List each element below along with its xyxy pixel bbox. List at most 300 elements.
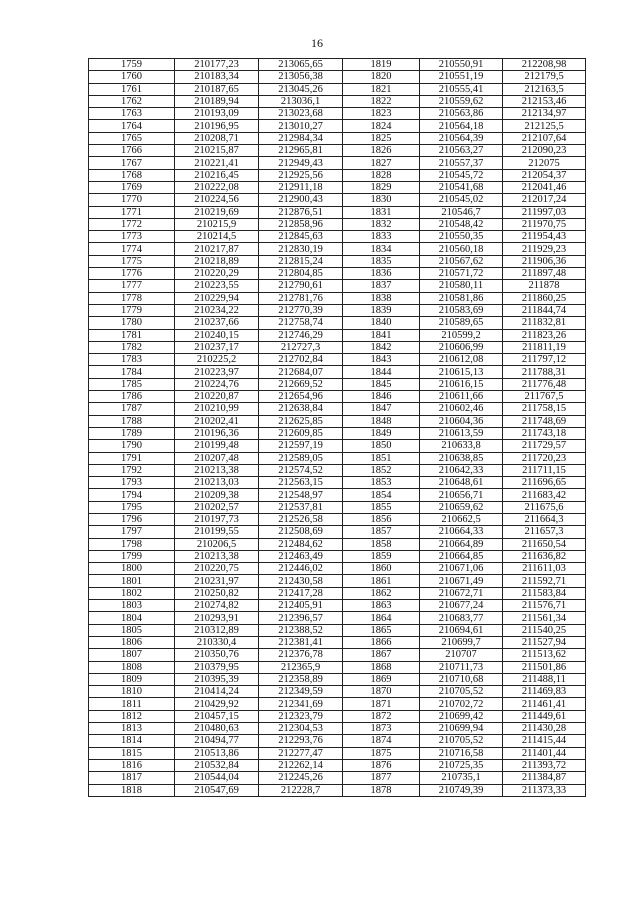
cell-y-coordinate: 211954,43 [503, 231, 586, 243]
cell-point-number: 1838 [343, 292, 420, 304]
cell-y-coordinate: 212381,41 [259, 636, 343, 648]
cell-y-coordinate: 211696,65 [503, 477, 586, 489]
cell-point-number: 1877 [343, 772, 420, 784]
cell-x-coordinate: 210662,5 [420, 513, 503, 525]
table-row [89, 194, 586, 206]
cell-y-coordinate: 211811,19 [503, 341, 586, 353]
cell-x-coordinate: 210557,37 [420, 157, 503, 169]
table-row [89, 550, 586, 562]
cell-point-number: 1769 [89, 181, 175, 193]
cell-y-coordinate: 211461,41 [503, 698, 586, 710]
cell-y-coordinate: 211748,69 [503, 415, 586, 427]
cell-point-number: 1819 [343, 59, 420, 71]
cell-y-coordinate: 211650,54 [503, 538, 586, 550]
cell-point-number: 1778 [89, 292, 175, 304]
cell-point-number: 1784 [89, 366, 175, 378]
cell-point-number: 1790 [89, 440, 175, 452]
cell-x-coordinate: 210214,5 [175, 231, 259, 243]
cell-y-coordinate: 211501,86 [503, 661, 586, 673]
cell-y-coordinate: 211527,94 [503, 636, 586, 648]
cell-y-coordinate: 211430,28 [503, 723, 586, 735]
cell-x-coordinate: 210199,55 [175, 526, 259, 538]
table-row [89, 132, 586, 144]
table-row [89, 673, 586, 685]
cell-y-coordinate: 212075 [503, 157, 586, 169]
table-row [89, 710, 586, 722]
cell-x-coordinate: 210480,63 [175, 723, 259, 735]
cell-point-number: 1848 [343, 415, 420, 427]
table-row [89, 563, 586, 575]
table-row [89, 772, 586, 784]
table-row [89, 587, 586, 599]
cell-y-coordinate: 211384,87 [503, 772, 586, 784]
cell-point-number: 1832 [343, 218, 420, 230]
cell-point-number: 1843 [343, 354, 420, 366]
cell-y-coordinate: 213036,1 [259, 95, 343, 107]
table-row [89, 341, 586, 353]
table-row [89, 83, 586, 95]
table-row [89, 661, 586, 673]
table-row [89, 157, 586, 169]
cell-x-coordinate: 210544,04 [175, 772, 259, 784]
cell-point-number: 1770 [89, 194, 175, 206]
cell-point-number: 1768 [89, 169, 175, 181]
cell-y-coordinate: 211611,03 [503, 563, 586, 575]
cell-y-coordinate: 212654,96 [259, 391, 343, 403]
cell-x-coordinate: 210532,84 [175, 759, 259, 771]
cell-y-coordinate: 211488,11 [503, 673, 586, 685]
cell-x-coordinate: 210699,42 [420, 710, 503, 722]
cell-y-coordinate: 212758,74 [259, 317, 343, 329]
cell-x-coordinate: 210513,86 [175, 747, 259, 759]
cell-x-coordinate: 210606,99 [420, 341, 503, 353]
cell-y-coordinate: 212574,52 [259, 464, 343, 476]
cell-y-coordinate: 212508,69 [259, 526, 343, 538]
table-row [89, 403, 586, 415]
cell-point-number: 1836 [343, 268, 420, 280]
cell-y-coordinate: 212417,28 [259, 587, 343, 599]
cell-point-number: 1786 [89, 391, 175, 403]
cell-x-coordinate: 210567,62 [420, 255, 503, 267]
cell-x-coordinate: 210330,4 [175, 636, 259, 648]
cell-y-coordinate: 212208,98 [503, 59, 586, 71]
cell-y-coordinate: 212125,5 [503, 120, 586, 132]
cell-point-number: 1840 [343, 317, 420, 329]
cell-y-coordinate: 212277,47 [259, 747, 343, 759]
cell-y-coordinate: 211561,34 [503, 612, 586, 624]
cell-x-coordinate: 210707 [420, 649, 503, 661]
cell-point-number: 1776 [89, 268, 175, 280]
cell-x-coordinate: 210234,22 [175, 304, 259, 316]
cell-y-coordinate: 211878 [503, 280, 586, 292]
cell-x-coordinate: 210293,91 [175, 612, 259, 624]
cell-point-number: 1869 [343, 673, 420, 685]
cell-y-coordinate: 212484,62 [259, 538, 343, 550]
cell-x-coordinate: 210213,38 [175, 464, 259, 476]
cell-x-coordinate: 210555,41 [420, 83, 503, 95]
cell-x-coordinate: 210189,94 [175, 95, 259, 107]
table-row [89, 698, 586, 710]
cell-point-number: 1833 [343, 231, 420, 243]
cell-y-coordinate: 212669,52 [259, 378, 343, 390]
cell-point-number: 1787 [89, 403, 175, 415]
cell-point-number: 1777 [89, 280, 175, 292]
cell-y-coordinate: 211860,25 [503, 292, 586, 304]
cell-x-coordinate: 210215,9 [175, 218, 259, 230]
cell-point-number: 1775 [89, 255, 175, 267]
cell-point-number: 1825 [343, 132, 420, 144]
cell-x-coordinate: 210414,24 [175, 686, 259, 698]
cell-x-coordinate: 210193,09 [175, 108, 259, 120]
table-row [89, 747, 586, 759]
cell-x-coordinate: 210633,8 [420, 440, 503, 452]
table-row [89, 600, 586, 612]
cell-y-coordinate: 211373,33 [503, 784, 586, 796]
table-row [89, 501, 586, 513]
cell-y-coordinate: 212537,81 [259, 501, 343, 513]
cell-y-coordinate: 212900,43 [259, 194, 343, 206]
cell-y-coordinate: 212304,53 [259, 723, 343, 735]
cell-point-number: 1872 [343, 710, 420, 722]
cell-x-coordinate: 210564,39 [420, 132, 503, 144]
cell-point-number: 1878 [343, 784, 420, 796]
cell-x-coordinate: 210580,11 [420, 280, 503, 292]
cell-x-coordinate: 210229,94 [175, 292, 259, 304]
cell-y-coordinate: 211997,03 [503, 206, 586, 218]
cell-point-number: 1805 [89, 624, 175, 636]
cell-y-coordinate: 212376,78 [259, 649, 343, 661]
cell-x-coordinate: 210224,56 [175, 194, 259, 206]
cell-y-coordinate: 211636,82 [503, 550, 586, 562]
cell-point-number: 1796 [89, 513, 175, 525]
cell-x-coordinate: 210220,75 [175, 563, 259, 575]
cell-point-number: 1764 [89, 120, 175, 132]
cell-point-number: 1831 [343, 206, 420, 218]
cell-x-coordinate: 210725,35 [420, 759, 503, 771]
cell-y-coordinate: 212815,24 [259, 255, 343, 267]
cell-x-coordinate: 210559,62 [420, 95, 503, 107]
cell-point-number: 1813 [89, 723, 175, 735]
table-row [89, 477, 586, 489]
table-row [89, 317, 586, 329]
cell-point-number: 1853 [343, 477, 420, 489]
cell-x-coordinate: 210217,87 [175, 243, 259, 255]
cell-x-coordinate: 210457,15 [175, 710, 259, 722]
cell-point-number: 1866 [343, 636, 420, 648]
cell-y-coordinate: 212179,5 [503, 71, 586, 83]
cell-point-number: 1810 [89, 686, 175, 698]
cell-x-coordinate: 210274,82 [175, 600, 259, 612]
cell-y-coordinate: 211583,84 [503, 587, 586, 599]
cell-point-number: 1817 [89, 772, 175, 784]
cell-point-number: 1867 [343, 649, 420, 661]
cell-y-coordinate: 212845,63 [259, 231, 343, 243]
cell-y-coordinate: 211664,3 [503, 513, 586, 525]
cell-y-coordinate: 212017,24 [503, 194, 586, 206]
cell-x-coordinate: 210206,5 [175, 538, 259, 550]
cell-x-coordinate: 210209,38 [175, 489, 259, 501]
cell-point-number: 1802 [89, 587, 175, 599]
cell-x-coordinate: 210613,59 [420, 427, 503, 439]
table-row [89, 169, 586, 181]
cell-point-number: 1804 [89, 612, 175, 624]
cell-y-coordinate: 212228,7 [259, 784, 343, 796]
cell-y-coordinate: 211683,42 [503, 489, 586, 501]
cell-point-number: 1788 [89, 415, 175, 427]
cell-point-number: 1812 [89, 710, 175, 722]
cell-y-coordinate: 211788,31 [503, 366, 586, 378]
cell-point-number: 1857 [343, 526, 420, 538]
cell-x-coordinate: 210197,73 [175, 513, 259, 525]
cell-x-coordinate: 210208,71 [175, 132, 259, 144]
cell-x-coordinate: 210735,1 [420, 772, 503, 784]
cell-point-number: 1771 [89, 206, 175, 218]
table-row [89, 649, 586, 661]
cell-point-number: 1837 [343, 280, 420, 292]
cell-point-number: 1859 [343, 550, 420, 562]
cell-y-coordinate: 213056,38 [259, 71, 343, 83]
cell-x-coordinate: 210177,23 [175, 59, 259, 71]
cell-point-number: 1858 [343, 538, 420, 550]
cell-x-coordinate: 210648,61 [420, 477, 503, 489]
cell-y-coordinate: 212781,76 [259, 292, 343, 304]
cell-x-coordinate: 210199,48 [175, 440, 259, 452]
cell-x-coordinate: 210220,87 [175, 391, 259, 403]
cell-point-number: 1762 [89, 95, 175, 107]
cell-y-coordinate: 212293,76 [259, 735, 343, 747]
cell-y-coordinate: 212804,85 [259, 268, 343, 280]
cell-point-number: 1789 [89, 427, 175, 439]
cell-point-number: 1800 [89, 563, 175, 575]
cell-point-number: 1793 [89, 477, 175, 489]
cell-y-coordinate: 211758,15 [503, 403, 586, 415]
cell-point-number: 1861 [343, 575, 420, 587]
cell-x-coordinate: 210664,33 [420, 526, 503, 538]
cell-y-coordinate: 212463,49 [259, 550, 343, 562]
cell-y-coordinate: 211720,23 [503, 452, 586, 464]
cell-y-coordinate: 211657,3 [503, 526, 586, 538]
table-row [89, 120, 586, 132]
cell-point-number: 1824 [343, 120, 420, 132]
cell-point-number: 1780 [89, 317, 175, 329]
table-row [89, 784, 586, 796]
cell-y-coordinate: 212526,58 [259, 513, 343, 525]
table-row [89, 181, 586, 193]
table-row [89, 636, 586, 648]
cell-y-coordinate: 212041,46 [503, 181, 586, 193]
cell-x-coordinate: 210207,48 [175, 452, 259, 464]
cell-y-coordinate: 211729,57 [503, 440, 586, 452]
cell-y-coordinate: 212965,81 [259, 145, 343, 157]
cell-x-coordinate: 210616,15 [420, 378, 503, 390]
cell-y-coordinate: 212262,14 [259, 759, 343, 771]
cell-x-coordinate: 210599,2 [420, 329, 503, 341]
cell-point-number: 1766 [89, 145, 175, 157]
cell-x-coordinate: 210223,55 [175, 280, 259, 292]
cell-point-number: 1822 [343, 95, 420, 107]
cell-x-coordinate: 210699,94 [420, 723, 503, 735]
cell-x-coordinate: 210312,89 [175, 624, 259, 636]
cell-y-coordinate: 212341,69 [259, 698, 343, 710]
cell-x-coordinate: 210541,68 [420, 181, 503, 193]
table-row [89, 759, 586, 771]
cell-x-coordinate: 210702,72 [420, 698, 503, 710]
cell-y-coordinate: 213045,26 [259, 83, 343, 95]
cell-x-coordinate: 210550,91 [420, 59, 503, 71]
table-row [89, 612, 586, 624]
table-row [89, 231, 586, 243]
cell-y-coordinate: 211540,25 [503, 624, 586, 636]
cell-y-coordinate: 211797,12 [503, 354, 586, 366]
coordinates-table [88, 58, 586, 797]
cell-y-coordinate: 212153,46 [503, 95, 586, 107]
cell-y-coordinate: 211832,81 [503, 317, 586, 329]
cell-y-coordinate: 212597,19 [259, 440, 343, 452]
cell-x-coordinate: 210694,61 [420, 624, 503, 636]
cell-point-number: 1828 [343, 169, 420, 181]
cell-y-coordinate: 212858,96 [259, 218, 343, 230]
cell-y-coordinate: 212746,29 [259, 329, 343, 341]
cell-x-coordinate: 210583,69 [420, 304, 503, 316]
table-row [89, 206, 586, 218]
cell-x-coordinate: 210749,39 [420, 784, 503, 796]
cell-point-number: 1851 [343, 452, 420, 464]
cell-point-number: 1847 [343, 403, 420, 415]
table-row [89, 464, 586, 476]
table-row [89, 108, 586, 120]
table-row [89, 575, 586, 587]
cell-y-coordinate: 211449,61 [503, 710, 586, 722]
cell-y-coordinate: 213065,65 [259, 59, 343, 71]
cell-point-number: 1791 [89, 452, 175, 464]
table-row [89, 59, 586, 71]
cell-point-number: 1818 [89, 784, 175, 796]
cell-point-number: 1807 [89, 649, 175, 661]
cell-y-coordinate: 212107,64 [503, 132, 586, 144]
cell-point-number: 1849 [343, 427, 420, 439]
table-row [89, 735, 586, 747]
cell-x-coordinate: 210210,99 [175, 403, 259, 415]
cell-x-coordinate: 210240,15 [175, 329, 259, 341]
cell-point-number: 1863 [343, 600, 420, 612]
page-number: 16 [311, 36, 323, 50]
cell-x-coordinate: 210429,92 [175, 698, 259, 710]
cell-y-coordinate: 212563,15 [259, 477, 343, 489]
cell-x-coordinate: 210560,18 [420, 243, 503, 255]
cell-point-number: 1799 [89, 550, 175, 562]
cell-y-coordinate: 211393,72 [503, 759, 586, 771]
cell-y-coordinate: 212727,3 [259, 341, 343, 353]
cell-x-coordinate: 210216,45 [175, 169, 259, 181]
table-row [89, 280, 586, 292]
cell-point-number: 1841 [343, 329, 420, 341]
cell-x-coordinate: 210220,29 [175, 268, 259, 280]
cell-y-coordinate: 212405,91 [259, 600, 343, 612]
cell-point-number: 1765 [89, 132, 175, 144]
cell-point-number: 1868 [343, 661, 420, 673]
cell-point-number: 1797 [89, 526, 175, 538]
table-row [89, 366, 586, 378]
cell-point-number: 1759 [89, 59, 175, 71]
cell-x-coordinate: 210716,58 [420, 747, 503, 759]
cell-point-number: 1874 [343, 735, 420, 747]
cell-point-number: 1844 [343, 366, 420, 378]
cell-y-coordinate: 212365,9 [259, 661, 343, 673]
cell-point-number: 1779 [89, 304, 175, 316]
cell-x-coordinate: 210545,02 [420, 194, 503, 206]
cell-point-number: 1792 [89, 464, 175, 476]
cell-point-number: 1815 [89, 747, 175, 759]
cell-point-number: 1845 [343, 378, 420, 390]
cell-point-number: 1876 [343, 759, 420, 771]
table-row [89, 354, 586, 366]
cell-x-coordinate: 210602,46 [420, 403, 503, 415]
cell-point-number: 1865 [343, 624, 420, 636]
cell-x-coordinate: 210589,65 [420, 317, 503, 329]
cell-point-number: 1856 [343, 513, 420, 525]
cell-x-coordinate: 210219,69 [175, 206, 259, 218]
cell-x-coordinate: 210213,03 [175, 477, 259, 489]
cell-y-coordinate: 212323,79 [259, 710, 343, 722]
table-row [89, 329, 586, 341]
cell-y-coordinate: 212925,56 [259, 169, 343, 181]
cell-y-coordinate: 212163,5 [503, 83, 586, 95]
cell-x-coordinate: 210664,85 [420, 550, 503, 562]
table-row [89, 391, 586, 403]
cell-point-number: 1808 [89, 661, 175, 673]
cell-x-coordinate: 210564,18 [420, 120, 503, 132]
cell-x-coordinate: 210231,97 [175, 575, 259, 587]
cell-x-coordinate: 210642,33 [420, 464, 503, 476]
cell-point-number: 1834 [343, 243, 420, 255]
cell-point-number: 1820 [343, 71, 420, 83]
cell-point-number: 1864 [343, 612, 420, 624]
cell-x-coordinate: 210221,41 [175, 157, 259, 169]
cell-x-coordinate: 210494,77 [175, 735, 259, 747]
cell-point-number: 1846 [343, 391, 420, 403]
cell-x-coordinate: 210711,73 [420, 661, 503, 673]
cell-y-coordinate: 212790,61 [259, 280, 343, 292]
table-row [89, 624, 586, 636]
cell-y-coordinate: 212245,26 [259, 772, 343, 784]
cell-x-coordinate: 210683,77 [420, 612, 503, 624]
cell-x-coordinate: 210196,95 [175, 120, 259, 132]
cell-x-coordinate: 210671,49 [420, 575, 503, 587]
cell-x-coordinate: 210379,95 [175, 661, 259, 673]
cell-point-number: 1767 [89, 157, 175, 169]
cell-point-number: 1854 [343, 489, 420, 501]
table-row [89, 686, 586, 698]
cell-y-coordinate: 211743,18 [503, 427, 586, 439]
cell-point-number: 1774 [89, 243, 175, 255]
cell-x-coordinate: 210395,39 [175, 673, 259, 685]
cell-y-coordinate: 212911,18 [259, 181, 343, 193]
cell-y-coordinate: 212876,51 [259, 206, 343, 218]
cell-y-coordinate: 212702,84 [259, 354, 343, 366]
cell-x-coordinate: 210237,17 [175, 341, 259, 353]
cell-x-coordinate: 210563,86 [420, 108, 503, 120]
cell-point-number: 1829 [343, 181, 420, 193]
cell-y-coordinate: 213023,68 [259, 108, 343, 120]
cell-y-coordinate: 212684,07 [259, 366, 343, 378]
cell-y-coordinate: 212388,52 [259, 624, 343, 636]
cell-y-coordinate: 212054,37 [503, 169, 586, 181]
cell-x-coordinate: 210611,66 [420, 391, 503, 403]
cell-x-coordinate: 210612,08 [420, 354, 503, 366]
cell-x-coordinate: 210604,36 [420, 415, 503, 427]
cell-x-coordinate: 210705,52 [420, 735, 503, 747]
cell-y-coordinate: 212609,85 [259, 427, 343, 439]
